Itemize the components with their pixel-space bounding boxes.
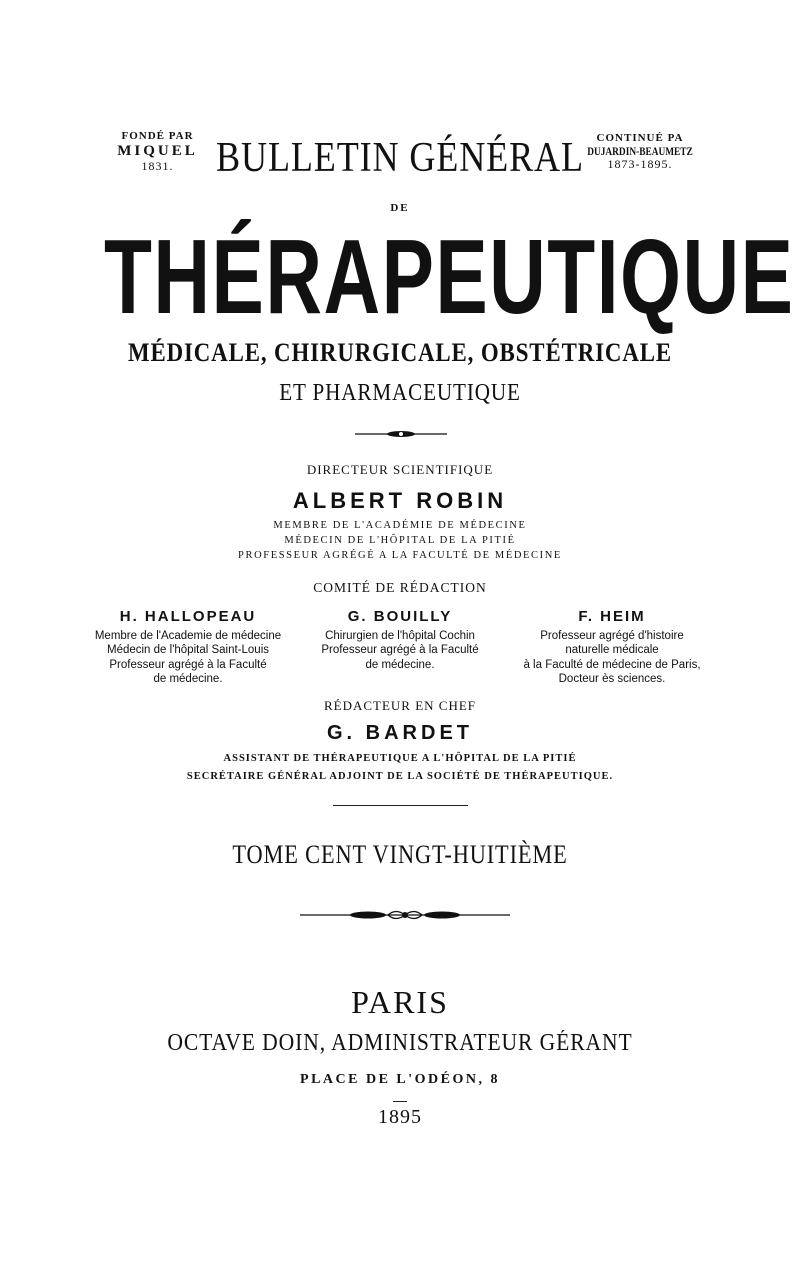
continuer-label: CONTINUÉ PA bbox=[596, 132, 684, 144]
member-line: Chirurgien de l'hôpital Cochin bbox=[325, 629, 475, 642]
director-credential-line: MEMBRE DE L'ACADÉMIE DE MÉDECINE bbox=[273, 520, 527, 531]
divider-rule bbox=[333, 805, 468, 806]
member-line: Membre de l'Academie de médecine bbox=[94, 629, 282, 642]
founder-label: FONDÉ PAR bbox=[121, 130, 194, 142]
director-name: ALBERT ROBIN bbox=[292, 488, 508, 513]
member-line: de médecine. bbox=[365, 658, 435, 671]
editor-credential-line: SECRÉTAIRE GÉNÉRAL ADJOINT DE LA SOCIÉTÉ DE THÉRAPEUTIQUE. bbox=[186, 771, 614, 782]
member-line: naturelle médicale bbox=[565, 644, 659, 656]
subtitle-line-2: ET PHARMACEUTIQUE bbox=[279, 380, 521, 406]
founder-year: 1831. bbox=[141, 158, 174, 173]
committee-member-hallopeau bbox=[68, 610, 308, 687]
imprint-year: 1895 bbox=[378, 1106, 422, 1128]
de-label: DE bbox=[390, 202, 410, 214]
founder-name: MIQUEL bbox=[117, 142, 198, 159]
subtitle-line-1: MÉDICALE, CHIRURGICALE, OBSTÉTRICALE bbox=[127, 338, 673, 367]
editor-label: RÉDACTEUR EN CHEF bbox=[323, 698, 477, 713]
director-credentials bbox=[0, 518, 800, 563]
member-line: Docteur ès sciences. bbox=[558, 673, 666, 685]
imprint-publisher: OCTAVE DOIN, ADMINISTRATEUR GÉRANT bbox=[167, 1030, 633, 1056]
ornament-large bbox=[300, 908, 510, 922]
director-label: DIRECTEUR SCIENTIFIQUE bbox=[306, 462, 494, 477]
main-title: THÉRAPEUTIQUE bbox=[104, 218, 795, 336]
editor-name: G. BARDET bbox=[327, 722, 473, 744]
volume-title: TOME CENT VINGT-HUITIÈME bbox=[232, 840, 568, 869]
member-name: H. HALLOPEAU bbox=[119, 608, 257, 625]
member-name: G. BOUILLY bbox=[347, 608, 453, 625]
member-line: à la Faculté de médecine de Paris, bbox=[523, 658, 701, 671]
member-line: de médecine. bbox=[153, 673, 223, 685]
continuer-name: DUJARDIN-BEAUMETZ bbox=[587, 143, 693, 158]
member-line: Professeur agrégé à la Faculté bbox=[321, 644, 479, 656]
imprint-city: PARIS bbox=[351, 984, 449, 1020]
ornament-small bbox=[355, 428, 447, 440]
continuer-years: 1873-1895. bbox=[607, 157, 673, 172]
committee-member-bouilly bbox=[280, 610, 520, 672]
year-dash bbox=[393, 1101, 407, 1102]
director-credential-line: PROFESSEUR AGRÉGÉ A LA FACULTÉ DE MÉDECINE bbox=[238, 550, 562, 561]
editor-credentials bbox=[0, 750, 800, 786]
member-line: Médecin de l'hôpital Saint-Louis bbox=[106, 644, 270, 656]
committee-label: COMITÉ DE RÉDACTION bbox=[313, 580, 487, 595]
member-line: Professeur agrégé d'histoire bbox=[540, 629, 684, 642]
editor-credential-line: ASSISTANT DE THÉRAPEUTIQUE A L'HÔPITAL DE LA PITIÉ bbox=[223, 753, 577, 764]
committee-member-heim bbox=[492, 610, 732, 687]
member-line: Professeur agrégé à la Faculté bbox=[109, 658, 267, 671]
imprint-address: PLACE DE L'ODÉON, 8 bbox=[300, 1072, 500, 1087]
bulletin-title: BULLETIN GÉNÉRAL bbox=[216, 135, 584, 181]
member-name: F. HEIM bbox=[578, 608, 646, 625]
director-credential-line: MÉDECIN DE L'HÔPITAL DE LA PITIÉ bbox=[284, 535, 516, 546]
